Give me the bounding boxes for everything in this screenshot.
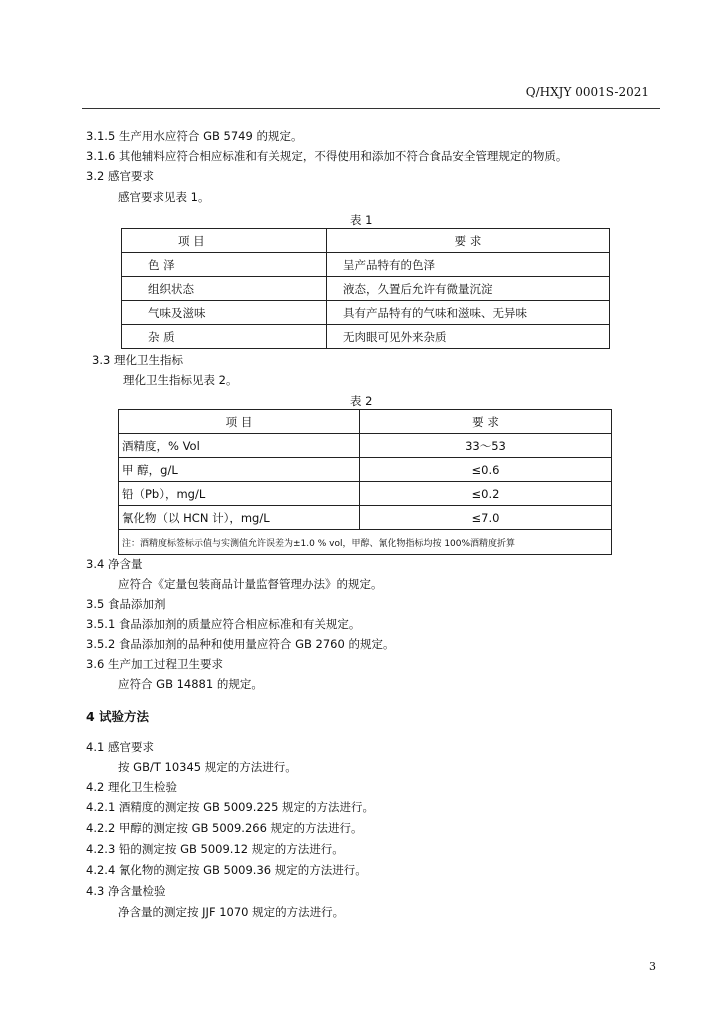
clause-3-5-1: 3.5.1 食品添加剂的质量应符合相应标准和有关规定。 xyxy=(86,617,361,631)
table-row xyxy=(122,277,610,301)
table1-cell-req: 无肉眼可见外来杂质 xyxy=(327,325,610,349)
heading-4-2: 4.2 理化卫生检验 xyxy=(86,780,177,794)
table2-cell-item: 甲 醇，g/L xyxy=(119,458,360,482)
table2-header-row xyxy=(119,410,612,434)
table2-header-item: 项 目 xyxy=(119,410,360,434)
heading-3-2: 3.2 感官要求 xyxy=(86,169,154,183)
clause-4-2-4: 4.2.4 氰化物的测定按 GB 5009.36 规定的方法进行。 xyxy=(86,863,367,877)
para-3-4: 应符合《定量包装商品计量监督管理办法》的规定。 xyxy=(118,577,383,591)
page-number: 3 xyxy=(649,960,656,973)
heading-3-5: 3.5 食品添加剂 xyxy=(86,597,166,611)
header-rule xyxy=(82,108,660,109)
table2-cell-item: 铅（Pb），mg/L xyxy=(119,482,360,506)
heading-3-3: 3.3 理化卫生指标 xyxy=(92,353,183,367)
table2-cell-req: ≤7.0 xyxy=(360,506,612,530)
clause-4-2-2: 4.2.2 甲醇的测定按 GB 5009.266 规定的方法进行。 xyxy=(86,821,363,835)
para-4-1: 按 GB/T 10345 规定的方法进行。 xyxy=(118,760,297,774)
table-row xyxy=(119,458,612,482)
clause-3-5-2: 3.5.2 食品添加剂的品种和使用量应符合 GB 2760 的规定。 xyxy=(86,637,395,651)
table1-header-row xyxy=(122,229,610,253)
table1 xyxy=(121,228,610,349)
table1-cell-item: 色 泽 xyxy=(122,253,327,277)
document-code: Q/HXJY 0001S-2021 xyxy=(525,85,649,99)
para-3-3: 理化卫生指标见表 2。 xyxy=(123,373,238,387)
para-4-3: 净含量的测定按 JJF 1070 规定的方法进行。 xyxy=(118,905,345,919)
para-3-6: 应符合 GB 14881 的规定。 xyxy=(118,677,263,691)
table1-cell-item: 气味及滋味 xyxy=(122,301,327,325)
clause-4-2-3: 4.2.3 铅的测定按 GB 5009.12 规定的方法进行。 xyxy=(86,842,344,856)
table-row xyxy=(119,482,612,506)
table2-header-req: 要 求 xyxy=(360,410,612,434)
clause-3-1-5: 3.1.5 生产用水应符合 GB 5749 的规定。 xyxy=(86,129,303,143)
heading-3-6: 3.6 生产加工过程卫生要求 xyxy=(86,657,223,671)
table2 xyxy=(118,409,612,555)
table1-cell-item: 组织状态 xyxy=(122,277,327,301)
table1-caption: 表 1 xyxy=(350,213,373,227)
table2-cell-req: 33～53 xyxy=(360,434,612,458)
section-4-title: 4 试验方法 xyxy=(86,709,150,724)
table2-note: 注：酒精度标签标示值与实测值允许误差为±1.0 % vol，甲醇、氰化物指标均按 100%酒精度折算 xyxy=(119,530,612,555)
heading-4-1: 4.1 感官要求 xyxy=(86,740,154,754)
table1-cell-req: 呈产品特有的色泽 xyxy=(327,253,610,277)
table-row xyxy=(122,301,610,325)
table2-cell-req: ≤0.2 xyxy=(360,482,612,506)
table1-header-req: 要 求 xyxy=(327,229,610,253)
table-row xyxy=(122,253,610,277)
table1-cell-req: 具有产品特有的气味和滋味、无异味 xyxy=(327,301,610,325)
clause-3-1-6: 3.1.6 其他辅料应符合相应标准和有关规定，不得使用和添加不符合食品安全管理规定的物质。 xyxy=(86,149,568,163)
table1-header-item: 项 目 xyxy=(122,229,327,253)
table2-cell-req: ≤0.6 xyxy=(360,458,612,482)
table2-cell-item: 氰化物（以 HCN 计），mg/L xyxy=(119,506,360,530)
table2-caption: 表 2 xyxy=(350,394,373,408)
heading-4-3: 4.3 净含量检验 xyxy=(86,884,166,898)
table2-cell-item: 酒精度，% Vol xyxy=(119,434,360,458)
para-3-2: 感官要求见表 1。 xyxy=(118,190,210,204)
table1-cell-item: 杂 质 xyxy=(122,325,327,349)
table-row xyxy=(119,434,612,458)
clause-4-2-1: 4.2.1 酒精度的测定按 GB 5009.225 规定的方法进行。 xyxy=(86,800,375,814)
table2-note-row xyxy=(119,530,612,555)
table-row xyxy=(119,506,612,530)
heading-3-4: 3.4 净含量 xyxy=(86,557,143,571)
table-row xyxy=(122,325,610,349)
table1-cell-req: 液态，久置后允许有微量沉淀 xyxy=(327,277,610,301)
